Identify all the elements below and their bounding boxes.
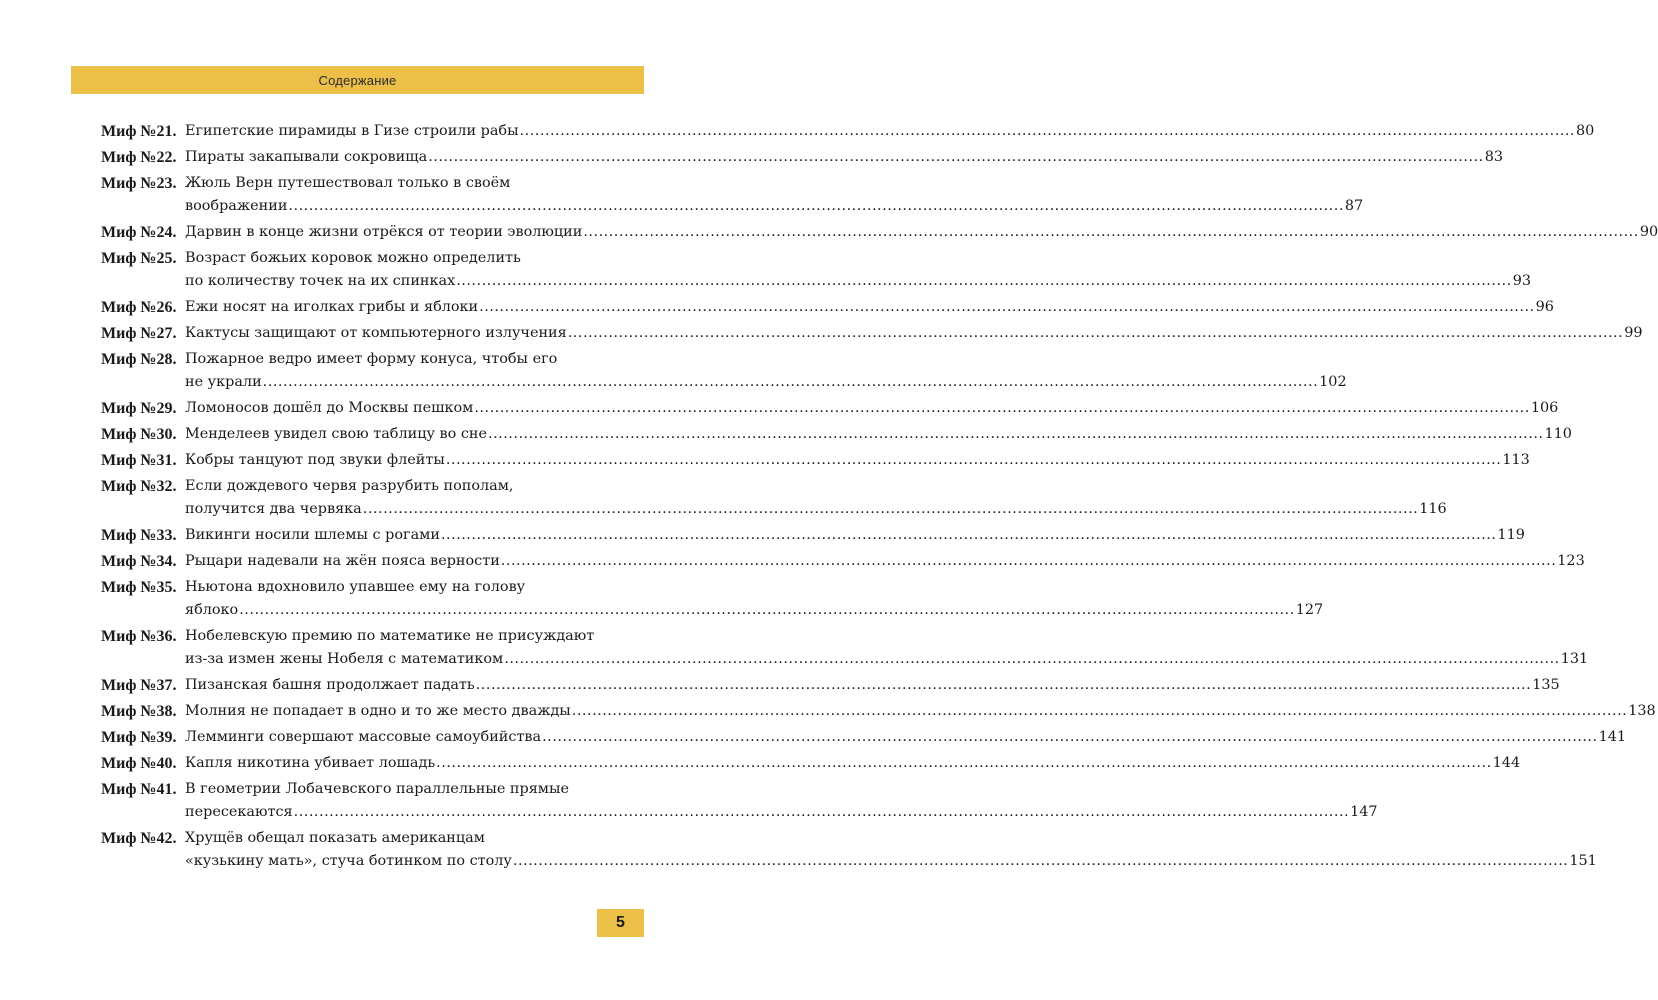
entry-title-row [185,221,1658,244]
entry-title-line: Жюль Верн путешествовал только в своём [185,175,511,191]
entry-body [185,726,1627,749]
dot-leader [476,674,1531,697]
entry-title-row [185,524,1525,547]
entry-page-number: 116 [1419,501,1447,517]
entry-title-row [185,726,1627,749]
toc-entry[interactable] [101,752,1521,775]
entry-title-line: Рыцари надевали на жён пояса верности [185,553,500,569]
toc-entry[interactable] [101,423,1572,446]
myth-number: Миф №28. [101,351,177,368]
myth-number: Миф №32. [101,478,177,495]
dot-leader [572,700,1627,723]
entry-page-number: 135 [1532,677,1560,693]
toc-entry[interactable] [101,172,1364,218]
dot-leader [501,550,1556,573]
entry-page-number: 80 [1576,123,1595,139]
entry-title-line: Менделеев увидел свою таблицу во сне [185,426,487,442]
myth-number: Миф №36. [101,628,177,645]
toc-entry[interactable] [101,397,1559,420]
entry-body [185,752,1521,775]
entry-title-line: пересекаются [185,804,293,820]
entry-title-row [185,120,1595,143]
entry-body [185,348,1347,394]
dot-leader [474,397,1529,420]
entry-page-number: 102 [1319,374,1347,390]
toc-entry[interactable] [101,700,1656,723]
entry-title-row [185,270,1531,293]
entry-title-row [185,322,1643,345]
entry-page-number: 96 [1535,299,1554,315]
entry-body [185,550,1585,573]
myth-number: Миф №31. [101,452,177,469]
toc-entry[interactable] [101,475,1447,521]
entry-title-line: Нобелевскую премию по математике не присуждают [185,628,595,644]
entry-title-line: Викинги носили шлемы с рогами [185,527,440,543]
dot-leader [363,498,1418,521]
entry-title-line: из-за измен жены Нобеля с математиком [185,651,504,667]
entry-body [185,524,1525,547]
entry-body [185,827,1597,873]
entry-title-row [185,700,1656,723]
dot-leader [288,195,1343,218]
dot-leader [294,801,1349,824]
entry-title-line: Ломоносов дошёл до Москвы пешком [185,400,474,416]
entry-body [185,700,1656,723]
toc-entry[interactable] [101,625,1589,671]
entry-title-line: Если дождевого червя разрубить пополам, [185,478,514,494]
toc-entry[interactable] [101,449,1530,472]
entry-page-number: 110 [1544,426,1572,442]
entry-title-row [185,449,1530,472]
entry-title-line: Пожарное ведро имеет форму конуса, чтобы его [185,351,558,367]
entry-title-line: по количеству точек на их спинках [185,273,456,289]
entry-body [185,674,1560,697]
dot-leader [520,120,1575,143]
entry-title-row [185,146,1503,169]
entry-body [185,576,1324,622]
myth-number: Миф №33. [101,527,177,544]
entry-title-line: получится два червяка [185,501,362,517]
entry-body [185,322,1643,345]
entry-title-row [185,397,1559,420]
entry-title-line: В геометрии Лобачевского параллельные прямые [185,781,569,797]
entry-page-number: 127 [1295,602,1324,618]
toc-entry[interactable] [101,674,1560,697]
myth-number: Миф №37. [101,677,177,694]
toc-entry[interactable] [101,726,1627,749]
entry-page-number: 87 [1344,198,1364,214]
dot-leader [504,648,1559,671]
dot-leader [513,850,1568,873]
entry-page-number: 131 [1560,651,1589,667]
myth-number: Миф №29. [101,400,177,417]
toc-entry[interactable] [101,576,1324,622]
entry-title-line: яблоко [185,602,239,618]
entry-page-number: 144 [1492,755,1521,771]
entry-title-line: Дарвин в конце жизни отрёкся от теории эволюции [185,224,583,240]
entry-title-row [185,550,1585,573]
entry-page-number: 141 [1598,729,1627,745]
entry-title-line: воображении [185,198,288,214]
toc-entry[interactable] [101,146,1503,169]
entry-page-number: 106 [1530,400,1559,416]
entry-title-line: Возраст божьих коровок можно определить [185,250,521,266]
entry-title-row [185,371,1347,394]
entry-body [185,247,1531,293]
toc-entry[interactable] [101,247,1531,293]
entry-title-row [185,850,1597,873]
entry-title-line: не украли [185,374,262,390]
entry-page-number: 90 [1639,224,1658,240]
toc-entry[interactable] [101,120,1595,143]
dot-leader [542,726,1597,749]
entry-title-line: Кобры танцуют под звуки флейты [185,452,445,468]
running-header-title: Содержание [318,72,397,88]
page-number: 5 [616,914,625,931]
entry-title-line: «кузькину мать», стуча ботинком по столу [185,853,512,869]
dot-leader [479,296,1534,319]
entry-body [185,475,1447,521]
entry-page-number: 113 [1502,452,1530,468]
entry-page-number: 99 [1624,325,1643,341]
myth-number: Миф №41. [101,781,177,798]
entry-body [185,778,1378,824]
entry-body [185,423,1572,446]
entry-page-number: 147 [1350,804,1378,820]
entry-title-row [185,648,1589,671]
entry-title-line: Египетские пирамиды в Гизе строили рабы [185,123,519,139]
entry-body [185,397,1559,420]
myth-number: Миф №25. [101,250,177,267]
myth-number: Миф №26. [101,299,177,316]
entry-body [185,120,1595,143]
entry-page-number: 151 [1569,853,1597,869]
dot-leader [436,752,1491,775]
entry-body [185,296,1554,319]
running-header [71,66,644,94]
toc-entry[interactable] [101,524,1525,547]
myth-number: Миф №22. [101,149,177,166]
dot-leader [456,270,1511,293]
entry-title-row [185,752,1521,775]
entry-title-line: Хрущёв обещал показать американцам [185,830,485,846]
toc-entry[interactable] [101,827,1597,873]
entry-page-number: 119 [1497,527,1525,543]
entry-title-line: Пираты закапывали сокровища [185,149,428,165]
dot-leader [446,449,1501,472]
entry-title-line: Ньютона вдохновило упавшее ему на голову [185,579,526,595]
dot-leader [583,221,1638,244]
myth-number: Миф №24. [101,224,177,241]
entry-title-line: Ежи носят на иголках грибы и яблоки [185,299,479,315]
toc-entry[interactable] [101,348,1347,394]
toc-entry[interactable] [101,296,1554,319]
entry-title-line: Капля никотина убивает лошадь [185,755,436,771]
myth-number: Миф №39. [101,729,177,746]
myth-number: Миф №38. [101,703,177,720]
dot-leader [428,146,1483,169]
toc-entry[interactable] [101,778,1378,824]
myth-number: Миф №42. [101,830,177,847]
entry-body [185,172,1364,218]
entry-page-number: 138 [1628,703,1656,719]
entry-title-row [185,296,1554,319]
entry-title-row [185,599,1324,622]
entry-title-row [185,195,1364,218]
myth-number: Миф №21. [101,123,177,140]
dot-leader [488,423,1543,446]
dot-leader [263,371,1318,394]
entry-page-number: 83 [1484,149,1503,165]
myth-number: Миф №27. [101,325,177,342]
entry-page-number: 93 [1512,273,1531,289]
table-of-contents [101,120,1658,873]
dot-leader [239,599,1294,622]
toc-entry[interactable] [101,550,1585,573]
entry-body [185,146,1503,169]
entry-body [185,625,1589,671]
entry-title-row [185,498,1447,521]
entry-title-row [185,674,1560,697]
myth-number: Миф №40. [101,755,177,772]
entry-title-line: Пизанская башня продолжает падать [185,677,475,693]
dot-leader [441,524,1496,547]
entry-title-line: Молния не попадает в одно и то же место дважды [185,703,571,719]
entry-title-line: Кактусы защищают от компьютерного излучения [185,325,567,341]
entry-title-line: Лемминги совершают массовые самоубийства [185,729,542,745]
entry-body [185,221,1658,244]
toc-entry[interactable] [101,322,1643,345]
myth-number: Миф №35. [101,579,177,596]
page-number-badge [597,909,644,937]
dot-leader [568,322,1623,345]
myth-number: Миф №30. [101,426,177,443]
entry-page-number: 123 [1557,553,1585,569]
entry-title-row [185,801,1378,824]
toc-entry[interactable] [101,221,1658,244]
entry-body [185,449,1530,472]
myth-number: Миф №23. [101,175,177,192]
myth-number: Миф №34. [101,553,177,570]
entry-title-row [185,423,1572,446]
